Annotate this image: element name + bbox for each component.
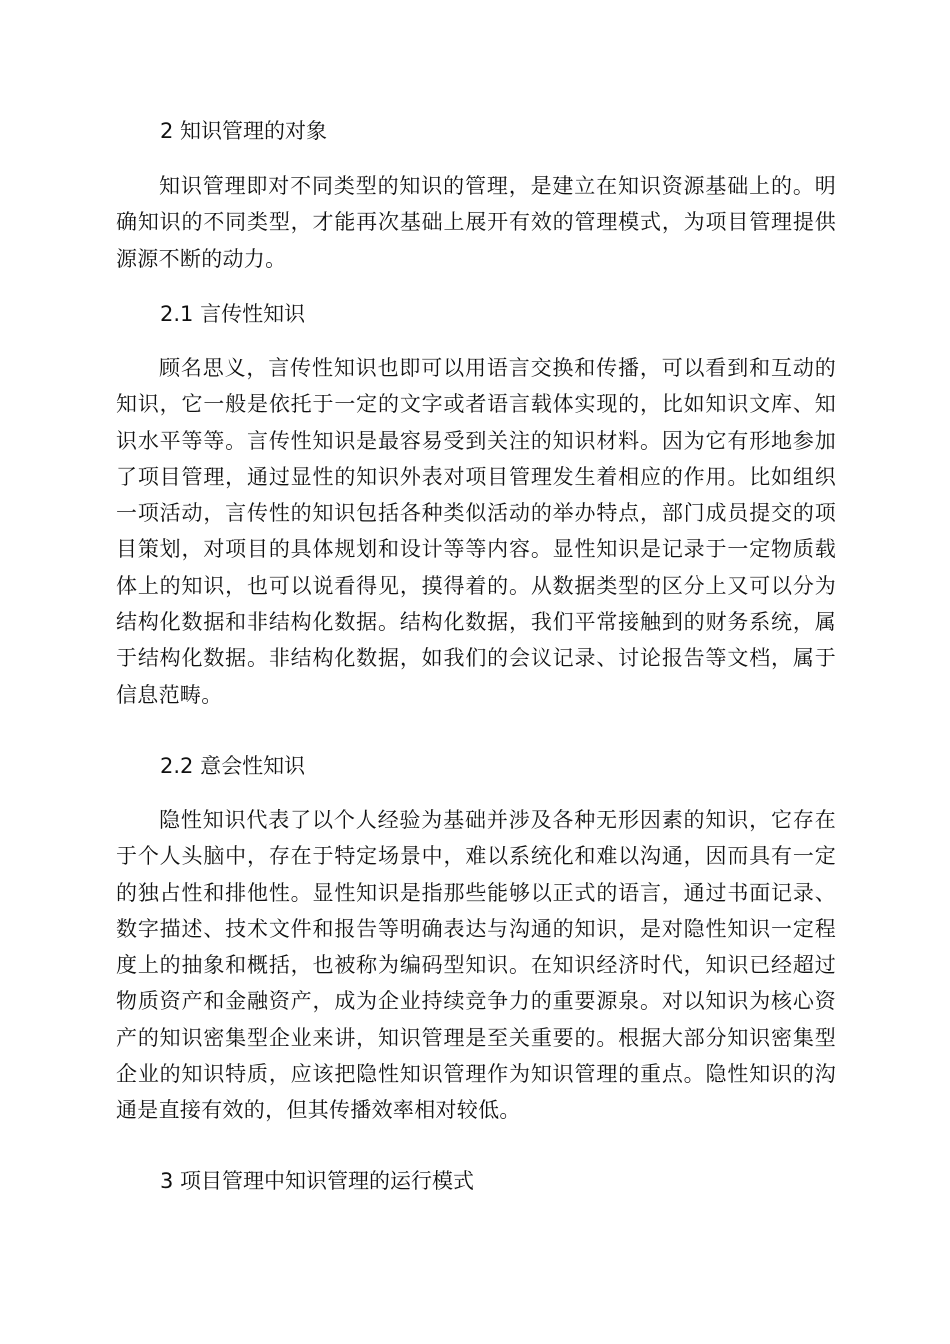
paragraph-knowledge-objects: 知识管理即对不同类型的知识的管理，是建立在知识资源基础上的。明确知识的不同类型，才能再次基础上展开有效的管理模式，为项目管理提供源源不断的动力。 [116, 174, 836, 271]
paragraph-explicit-knowledge: 顾名思义，言传性知识也即可以用语言交换和传播，可以看到和互动的知识，它一般是依托于一定的文字或者语言载体实现的，比如知识文库、知识水平等等。言传性知识是最容易受到关注的知识材料。因为它有形地参加了项目管理，通过显性的知识外表对项目管理发生着相应的作用。比如组织一项活动，言传性的知识包括各种类似活动的举办特点，部门成员提交的项目策划，对项目的具体规划和设计等等内容。显性知识是记录于一定物质载体上的知识，也可以说看得见，摸得着的。从数据类型的区分上又可以分为结构化数据和非结构化数据。结构化数据，我们平常接触到的财务系统，属于结构化数据。非结构化数据，如我们的会议记录、讨论报告等文档，属于信息范畴。 [116, 356, 836, 707]
section-heading-2: 2 知识管理的对象 [160, 119, 328, 143]
paragraph-tacit-knowledge: 隐性知识代表了以个人经验为基础并涉及各种无形因素的知识，它存在于个人头脑中，存在于特定场景中，难以系统化和难以沟通，因而具有一定的独占性和排他性。显性知识是指那些能够以正式的语言，通过书面记录、数字描述、技术文件和报告等明确表达与沟通的知识，是对隐性知识一定程度上的抽象和概括，也被称为编码型知识。在知识经济时代，知识已经超过物质资产和金融资产，成为企业持续竞争力的重要源泉。对以知识为核心资产的知识密集型企业来讲，知识管理是至关重要的。根据大部分知识密集型企业的知识特质，应该把隐性知识管理作为知识管理的重点。隐性知识的沟通是直接有效的，但其传播效率相对较低。 [116, 808, 836, 1123]
section-heading-2-1: 2.1 言传性知识 [160, 302, 306, 326]
section-heading-2-2: 2.2 意会性知识 [160, 754, 306, 778]
section-heading-3: 3 项目管理中知识管理的运行模式 [160, 1169, 475, 1193]
